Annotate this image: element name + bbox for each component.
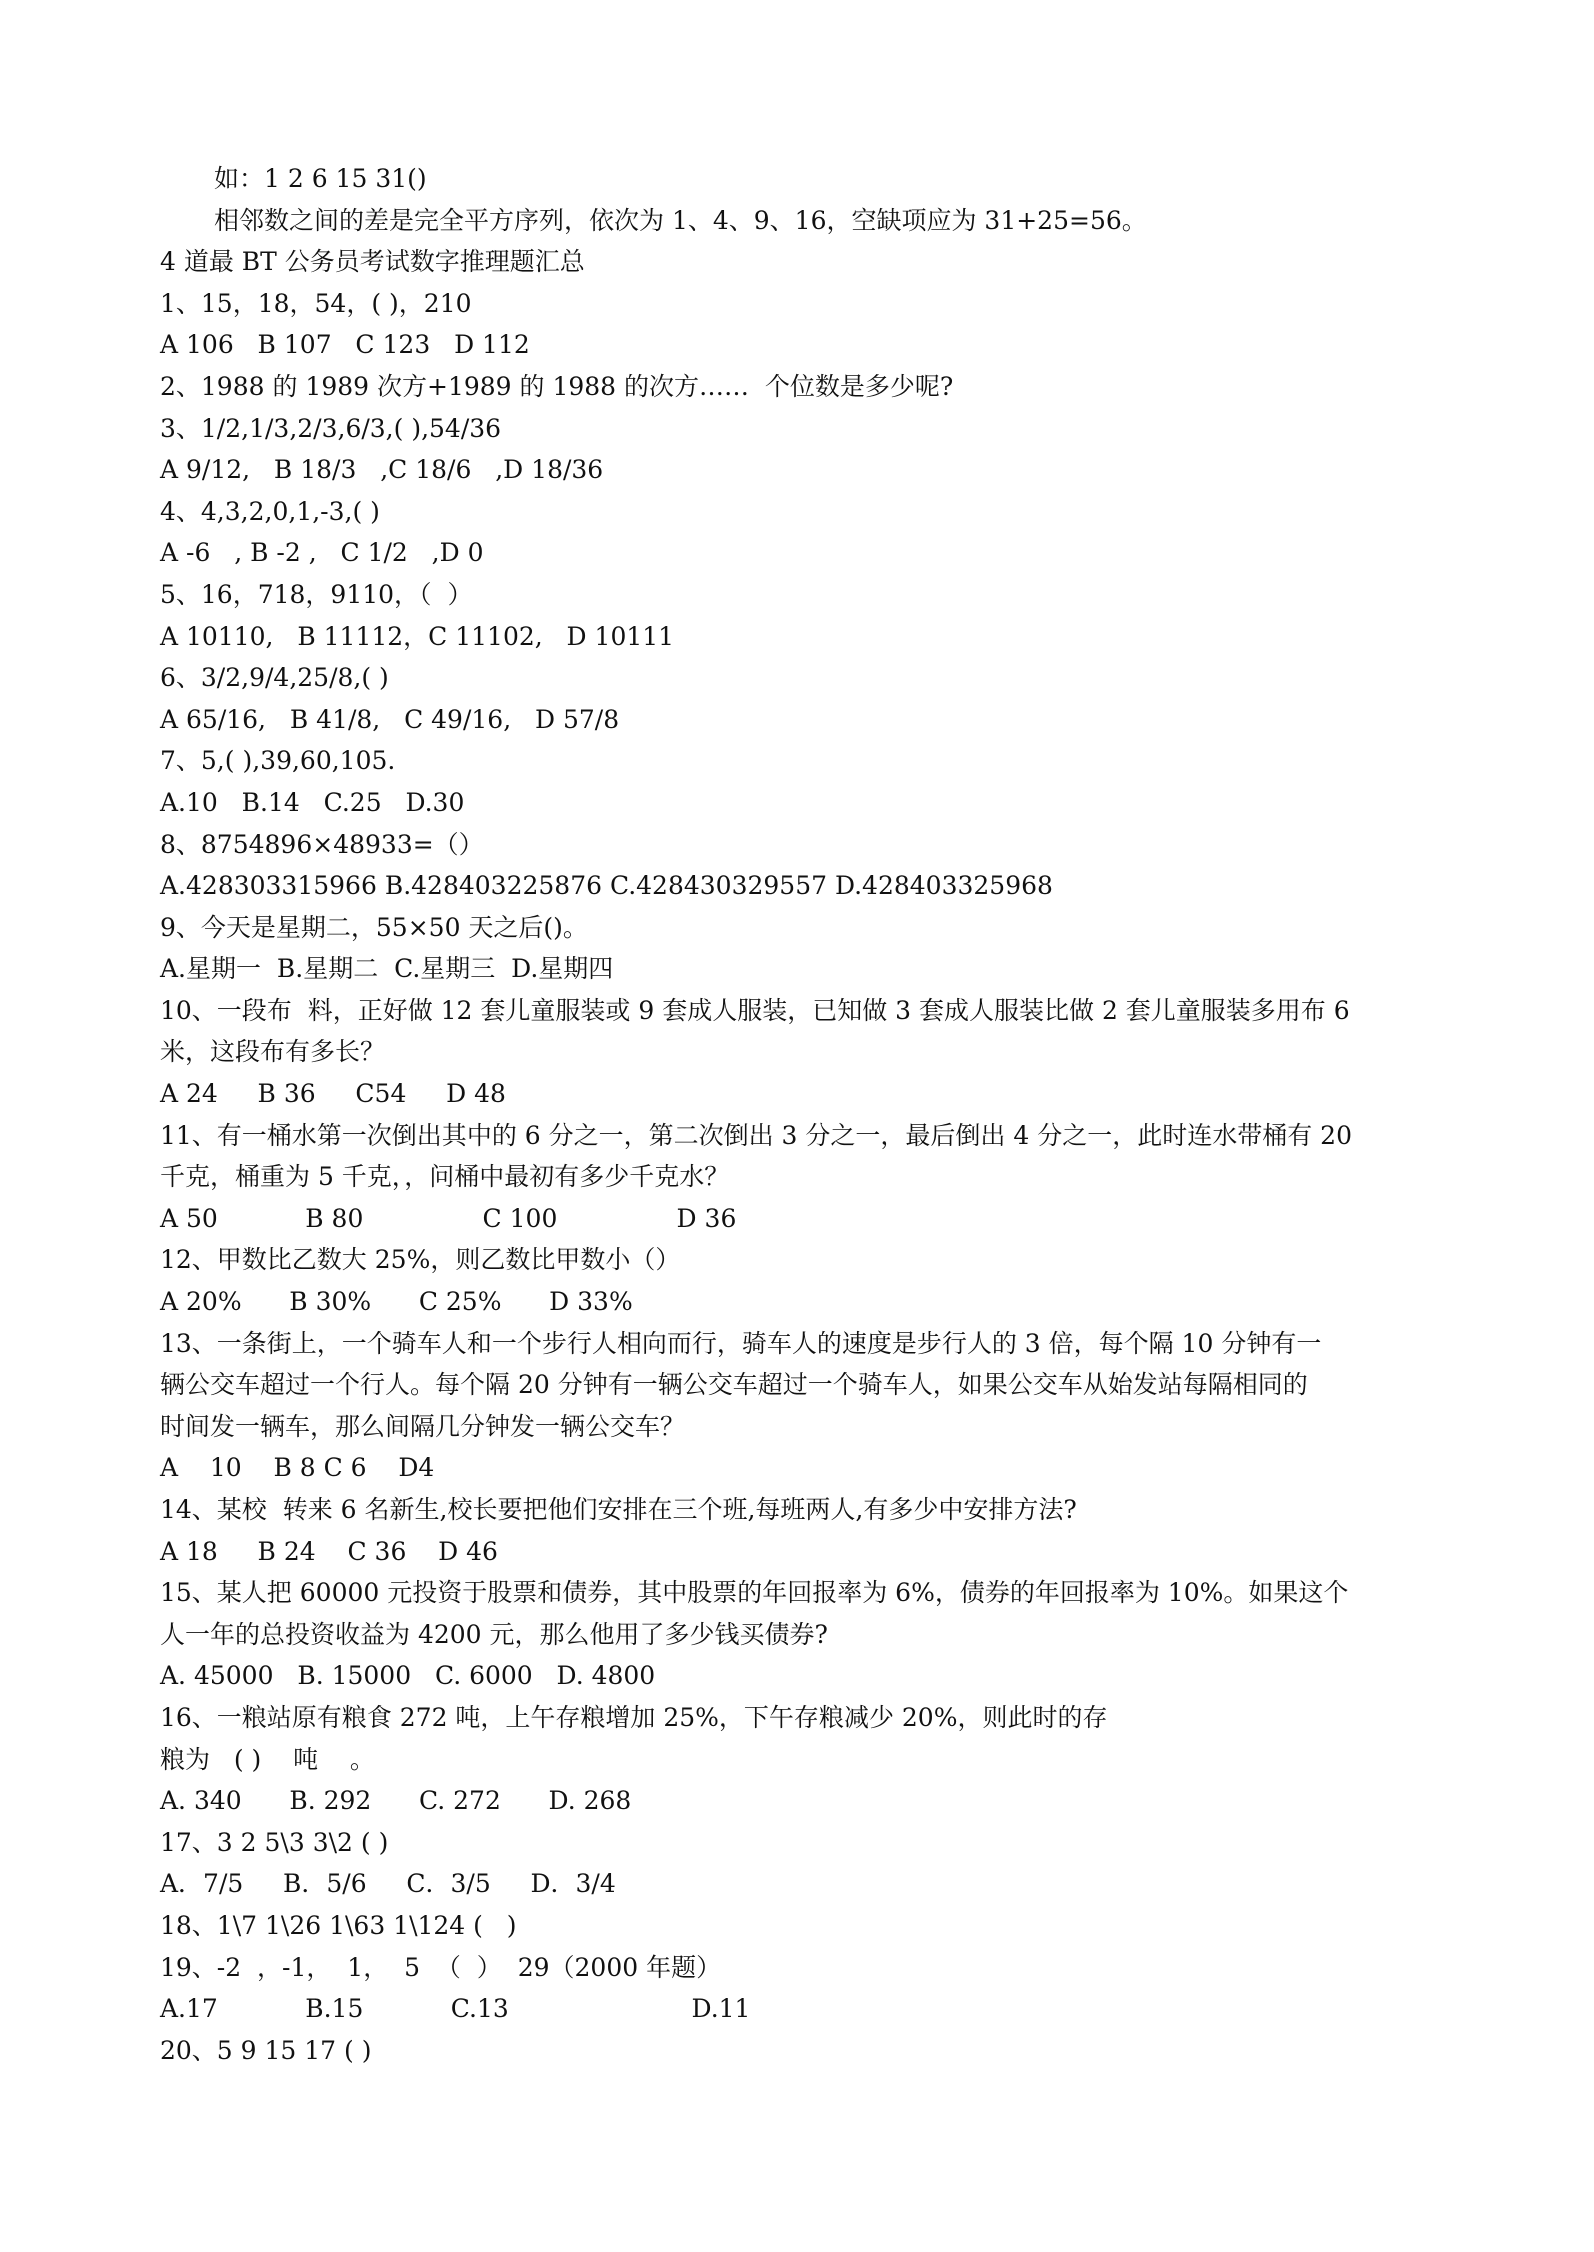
question-text: 3、1/2,1/3,2/3,6/3,( ),54/36 [160,413,502,443]
question-text: 18、1\7 1\26 1\63 1\124 ( ) [160,1910,517,1940]
answer-options: A 50 B 80 C 100 D 36 [160,1203,737,1233]
question-text: 辆公交车超过一个行人。每个隔 20 分钟有一辆公交车超过一个骑车人，如果公交车从始发站每隔相同的 [160,1370,1308,1400]
question-text: 粮为 ( ) 吨 。 [160,1744,375,1774]
answer-options: A -6 , B -2 , C 1/2 ,D 0 [160,538,484,568]
question-text: 9、今天是星期二，55×50 天之后()。 [160,912,588,942]
text-line: 相邻数之间的差是完全平方序列，依次为 1、4、9、16，空缺项应为 31+25=56。 [214,205,1147,235]
question-text: 19、-2 ，-1， 1， 5 （ ） 29（2000 年题） [160,1952,722,1982]
question-text: 15、某人把 60000 元投资于股票和债券，其中股票的年回报率为 6%，债券的年回报率为 10%。如果这个 [160,1578,1349,1608]
answer-options: A 106 B 107 C 123 D 112 [160,330,530,360]
question-text: 米，这段布有多长？ [160,1037,386,1067]
question-text: 1、15，18，54，( )，210 [160,288,472,318]
question-text: 2、1988 的 1989 次方+1989 的 1988 的次方…… 个位数是多少呢? [160,371,954,401]
answer-options: A 20% B 30% C 25% D 33% [160,1287,633,1317]
question-text: 11、有一桶水第一次倒出其中的 6 分之一，第二次倒出 3 分之一，最后倒出 4 分之一，此时连水带桶有 20 [160,1120,1352,1150]
question-text: 12、甲数比乙数大 25%，则乙数比甲数小（） [160,1245,681,1275]
question-text: 10、一段布 料，正好做 12 套儿童服装或 9 套成人服装，已知做 3 套成人服装比做 2 套儿童服装多用布 6 [160,995,1350,1025]
question-text: 6、3/2,9/4,25/8,( ) [160,663,389,693]
question-text: 7、5,( ),39,60,105. [160,746,396,776]
document-body [160,158,1460,2071]
question-text: 8、8754896×48933=（） [160,829,484,859]
answer-options: A．7/5 B．5/6 C．3/5 D．3/4 [160,1869,616,1899]
question-text: 16、一粮站原有粮食 272 吨，上午存粮增加 25%，下午存粮减少 20%，则此时的存 [160,1702,1108,1732]
text-line: 如：1 2 6 15 31() [214,164,427,193]
answer-options: A. 340 B. 292 C. 272 D. 268 [160,1786,632,1816]
question-text: 4、4,3,2,0,1,-3,( ) [160,496,380,526]
answer-options: A 10 B 8 C 6 D4 [160,1453,435,1483]
answer-options: A 9/12, B 18/3 ,C 18/6 ,D 18/36 [160,455,604,485]
question-text: 5、16，718，9110，（ ） [160,579,473,609]
question-text: 14、某校 转来 6 名新生,校长要把他们安排在三个班,每班两人,有多少中安排方法? [160,1495,1077,1524]
question-text: 千克，桶重为 5 千克，，问桶中最初有多少千克水？ [160,1162,730,1192]
answer-options: A 10110, B 11112，C 11102, D 10111 [160,621,675,651]
question-text: 时间发一辆车，那么间隔几分钟发一辆公交车？ [160,1411,686,1441]
answer-options: A.428303315966 B.428403225876 C.428430329557 D.428403325968 [160,871,1053,901]
section-heading: 4 道最 BT 公务员考试数字推理题汇总 [160,247,585,277]
question-text: 17、3 2 5\3 3\2 ( ) [160,1827,389,1857]
question-text: 13、一条街上，一个骑车人和一个步行人相向而行，骑车人的速度是步行人的 3 倍，每个隔 10 分钟有一 [160,1328,1322,1358]
answer-options: A. 45000 B. 15000 C. 6000 D. 4800 [160,1661,656,1691]
answer-options: A 24 B 36 C54 D 48 [160,1079,506,1109]
question-text: 人一年的总投资收益为 4200 元，那么他用了多少钱买债券? [160,1619,828,1649]
answer-options: A 65/16, B 41/8, C 49/16, D 57/8 [160,704,620,734]
answer-options: A 18 B 24 C 36 D 46 [160,1536,498,1566]
question-text: 20、5 9 15 17 ( ) [160,2035,372,2065]
answer-options: A.10 B.14 C.25 D.30 [160,787,465,817]
answer-options: A.17 B.15 C.13 D.11 [160,1994,751,2024]
answer-options: A.星期一 B.星期二 C.星期三 D.星期四 [160,954,614,984]
